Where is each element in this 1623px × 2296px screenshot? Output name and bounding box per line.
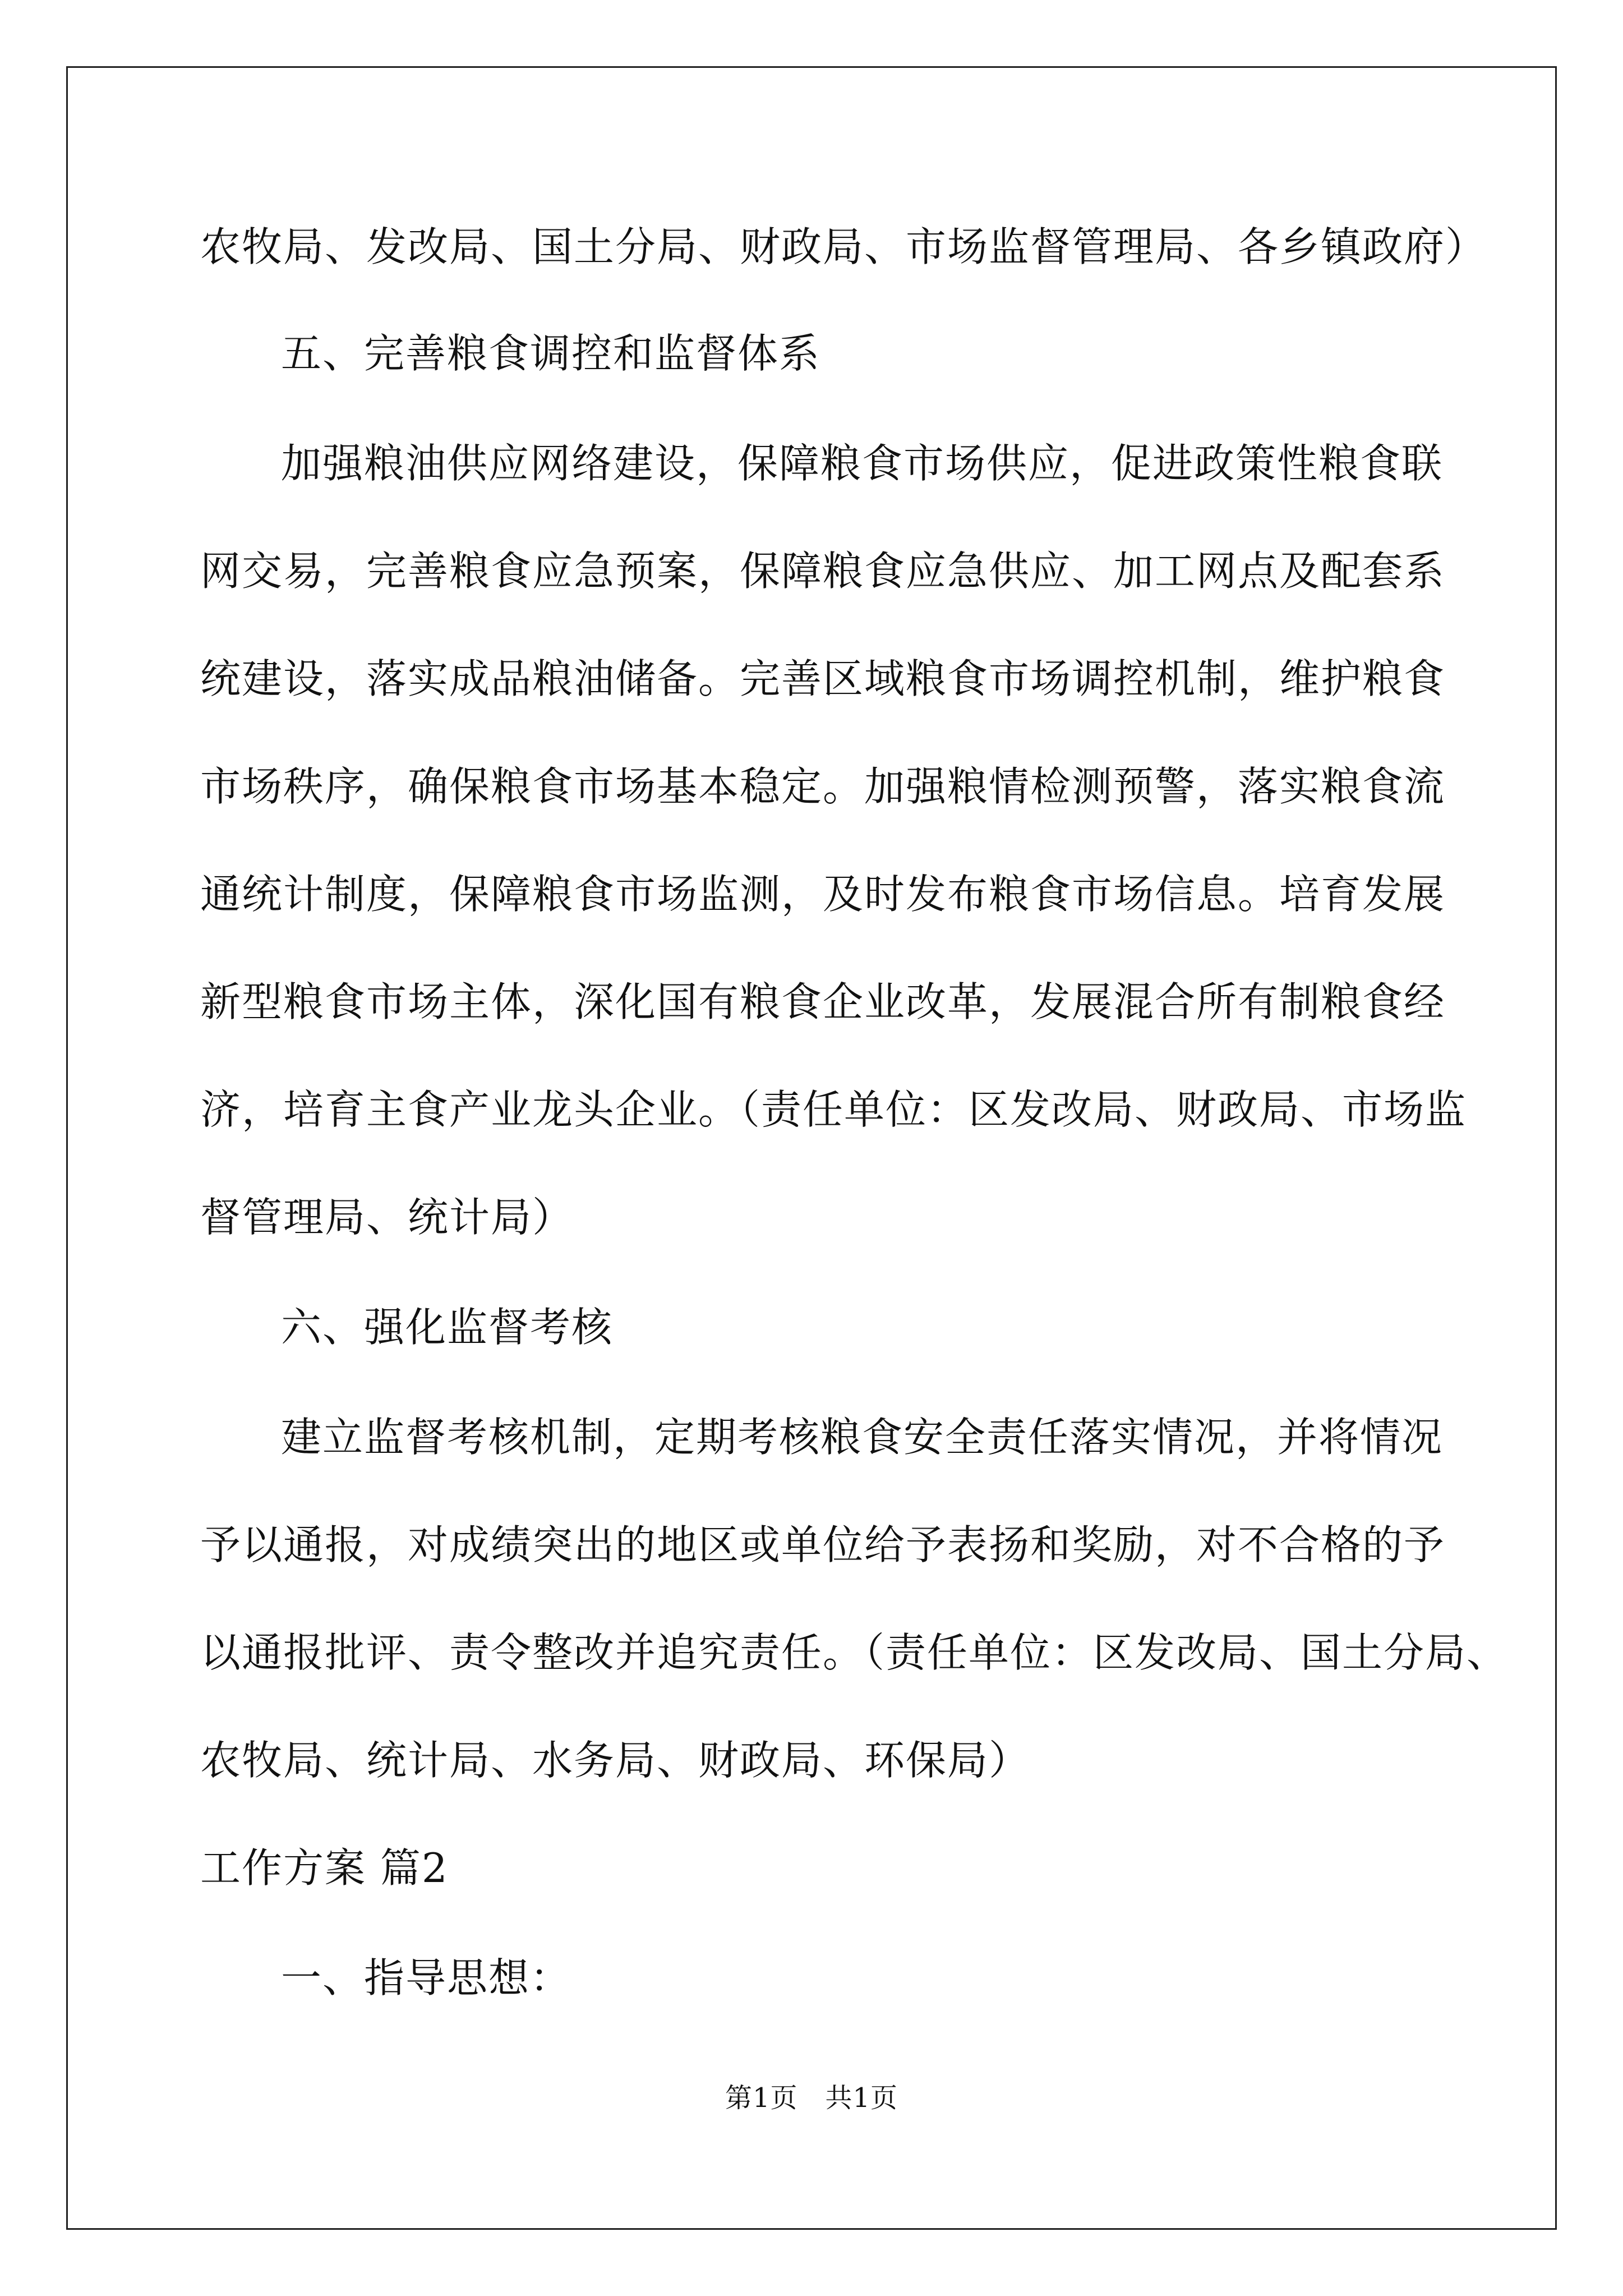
section-heading-5: 五、完善粮食调控和监督体系 — [281, 330, 821, 377]
paragraph-line: 督管理局、统计局） — [200, 1194, 574, 1241]
paragraph-line: 予以通报，对成绩突出的地区或单位给予表扬和奖励，对不合格的予 — [200, 1521, 1446, 1568]
section-heading-6: 六、强化监督考核 — [281, 1304, 614, 1351]
paragraph-line: 以通报批评、责令整改并追究责任。（责任单位：区发改局、国土分局、 — [200, 1629, 1509, 1676]
paragraph-line: 建立监督考核机制，定期考核粮食安全责任落实情况，并将情况 — [281, 1414, 1444, 1461]
page-footer: 第1页 共1页 — [725, 2082, 898, 2114]
paragraph-line: 市场秩序，确保粮食市场基本稳定。加强粮情检测预警，落实粮食流 — [200, 763, 1446, 810]
paragraph-line: 新型粮食市场主体，深化国有粮食企业改革，发展混合所有制粮食经 — [200, 978, 1446, 1025]
paragraph-line: 济，培育主食产业龙头企业。（责任单位：区发改局、财政局、市场监 — [200, 1086, 1467, 1133]
paragraph-line: 农牧局、统计局、水务局、财政局、环保局） — [200, 1737, 1031, 1784]
paragraph-line: 加强粮油供应网络建设，保障粮食市场供应，促进政策性粮食联 — [281, 440, 1444, 487]
text-line: 农牧局、发改局、国土分局、财政局、市场监督管理局、各乡镇政府） — [200, 223, 1487, 270]
paragraph-line: 通统计制度，保障粮食市场监测，及时发布粮食市场信息。培育发展 — [200, 871, 1446, 918]
section-title-plan-2: 工作方案 篇2 — [200, 1844, 449, 1892]
paragraph-line: 网交易，完善粮食应急预案，保障粮食应急供应、加工网点及配套系 — [200, 547, 1446, 595]
page-border — [66, 66, 1557, 2230]
subsection-heading-1: 一、指导思想： — [281, 1954, 572, 2001]
paragraph-line: 统建设，落实成品粮油储备。完善区域粮食市场调控机制，维护粮食 — [200, 655, 1446, 702]
